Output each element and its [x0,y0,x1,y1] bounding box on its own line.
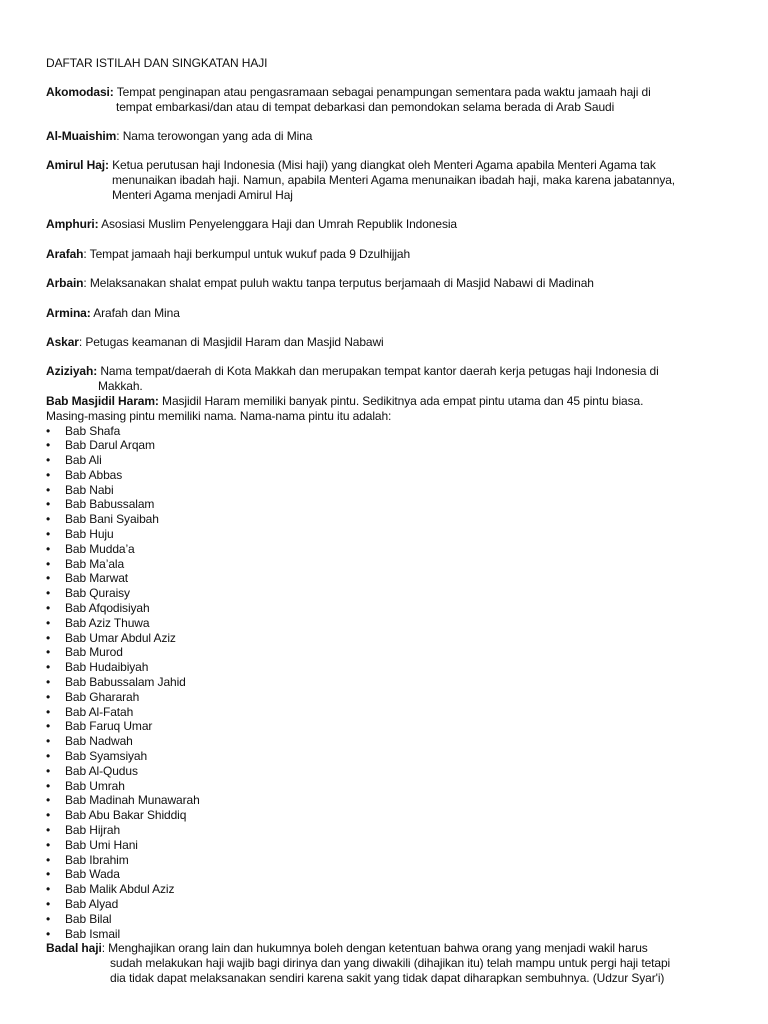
gate-name: Bab Ismail [65,926,121,941]
gate-list-item [46,897,726,912]
gate-name: Bab Bilal [65,911,112,926]
bullet-icon: • [46,467,51,482]
entry-first-line [46,306,726,321]
gate-name: Bab Syamsiyah [65,749,148,764]
glossary-entry [46,129,726,144]
bullet-icon: • [46,837,51,852]
gate-list-item [46,645,726,660]
bullet-icon: • [46,926,51,941]
glossary-term: Al-Muaishim [46,128,117,143]
entry-continuation-line: dia tidak dapat melaksanakan sendiri karena sakit yang tidak dapat diharapkan sembuhnya. (Udzur Syar'i) [110,970,665,985]
bullet-icon: • [46,882,51,897]
glossary-definition: Nama tempat/daerah di Kota Makkah dan merupakan tempat kantor daerah kerja petugas haji Indonesia di [100,364,659,379]
glossary-term: Amphuri: [46,217,99,232]
bullet-icon: • [46,541,51,556]
gate-list-item [46,734,726,749]
gate-name: Bab Al-Fatah [65,704,134,719]
bullet-icon: • [46,823,51,838]
gate-list-item [46,705,726,720]
entry-first-line [46,85,726,100]
bullet-icon: • [46,527,51,542]
gate-name: Bab Wada [65,867,120,882]
gate-list-item [46,512,726,527]
gate-name: Bab Umar Abdul Aziz [65,630,176,645]
bullet-icon: • [46,793,51,808]
gate-list-item [46,779,726,794]
bullet-icon: • [46,615,51,630]
gate-name: Bab Huju [65,527,114,542]
gate-name: Bab Nadwah [65,734,133,749]
gate-name: Bab Al-Qudus [65,763,138,778]
glossary-definition: Ketua perutusan haji Indonesia (Misi haji) yang diangkat oleh Menteri Agama apabila Menteri Agama tak [112,158,656,173]
glossary-entry [46,941,726,985]
gate-list-item [46,497,726,512]
glossary-term: Aziziyah: [46,364,98,379]
gate-name: Bab Umi Hani [65,837,138,852]
gate-name: Bab Hijrah [65,823,121,838]
gate-name: Bab Marwat [65,571,129,586]
gate-list-item [46,853,726,868]
entry-first-line [46,247,726,262]
gate-name: Bab Aziz Thuwa [65,615,150,630]
gate-list-item [46,793,726,808]
gate-name: Bab Ghararah [65,689,140,704]
glossary-term: Askar [46,334,79,349]
gate-list-item [46,616,726,631]
gate-name: Bab Abbas [65,467,123,482]
gate-list-item [46,438,726,453]
gate-list-item [46,660,726,675]
bullet-icon: • [46,423,51,438]
entry-first-line [46,394,726,409]
gate-name: Bab Abu Bakar Shiddiq [65,808,187,823]
entry-first-line [46,335,726,350]
gate-name: Bab Quraisy [65,586,130,601]
glossary-entry [46,247,726,262]
glossary-entry [46,158,726,202]
gate-list-item [46,527,726,542]
bullet-icon: • [46,689,51,704]
gate-name: Bab Umrah [65,778,125,793]
gate-list-item [46,882,726,897]
bullet-icon: • [46,749,51,764]
entry-continuation-line: tempat embarkasi/dan atau di tempat debarkasi dan pemondokan selama berada di Arab Saudi [116,99,615,114]
glossary-term: Bab Masjidil Haram: [46,393,159,408]
bullet-icon: • [46,704,51,719]
gate-list [46,424,726,942]
entry-first-line [46,217,726,232]
gate-name: Bab Mudda’a [65,541,135,556]
bullet-icon: • [46,630,51,645]
glossary-definition: : Menghajikan orang lain dan hukumnya boleh dengan ketentuan bahwa orang yang menjadi wakil harus [101,941,648,956]
entry-first-line [46,276,726,291]
bullet-icon: • [46,453,51,468]
entry-first-line [46,158,726,173]
bullet-icon: • [46,601,51,616]
gate-list-item [46,808,726,823]
gate-list-item [46,719,726,734]
gate-list-item [46,601,726,616]
gate-list-item [46,542,726,557]
gate-name: Bab Shafa [65,423,121,438]
document-page [46,56,726,1000]
glossary-entry [46,217,726,232]
glossary-definition: Asosiasi Muslim Penyelenggara Haji dan Umrah Republik Indonesia [101,217,457,232]
bullet-icon: • [46,660,51,675]
glossary-definition: : Melaksanakan shalat empat puluh waktu tanpa terputus berjamaah di Masjid Nabawi di Madinah [83,276,594,291]
document-title: DAFTAR ISTILAH DAN SINGKATAN HAJI [46,56,268,70]
gate-name: Bab Alyad [65,897,119,911]
gate-list-item [46,483,726,498]
entry-first-line [46,129,726,144]
gate-list-item [46,586,726,601]
bullet-icon: • [46,867,51,882]
gate-name: Bab Hudaibiyah [65,660,149,675]
gate-list-item [46,453,726,468]
glossary-entries [46,85,726,986]
glossary-term: Akomodasi: [46,84,114,99]
gate-name: Bab Ma’ala [65,556,125,571]
gate-list-item [46,838,726,853]
gate-name: Bab Darul Arqam [65,438,155,453]
bullet-icon: • [46,897,51,911]
gate-name: Bab Ali [65,453,102,468]
gate-name: Bab Bani Syaibah [65,512,159,527]
bullet-icon: • [46,719,51,734]
bullet-icon: • [46,852,51,867]
bullet-icon: • [46,911,51,926]
bullet-icon: • [46,482,51,497]
glossary-term: Amirul Haj: [46,158,109,173]
bullet-icon: • [46,734,51,749]
glossary-definition: Masjidil Haram memiliki banyak pintu. Sedikitnya ada empat pintu utama dan 45 pintu biasa. [162,393,644,408]
gate-list-item [46,867,726,882]
gate-list-item [46,424,726,439]
gate-name: Bab Madinah Munawarah [65,793,200,808]
glossary-definition: Tempat penginapan atau pengasramaan sebagai penampungan sementara pada waktu jamaah haji di [116,84,651,99]
gate-list-item [46,468,726,483]
bullet-icon: • [46,645,51,660]
gate-name: Bab Nabi [65,482,114,497]
gate-list-item [46,764,726,779]
entry-continuation-line: Makkah. [98,379,143,394]
gate-list-item [46,912,726,927]
glossary-entry [46,335,726,350]
bullet-icon: • [46,512,51,527]
gate-list-item [46,690,726,705]
entry-first-line [46,941,726,956]
gate-list-item [46,675,726,690]
gate-list-item [46,927,726,942]
glossary-entry [46,364,726,394]
bullet-icon: • [46,497,51,512]
glossary-definition: : Nama terowongan yang ada di Mina [116,128,313,143]
bullet-icon: • [46,675,51,690]
glossary-entry [46,306,726,321]
gate-list-item [46,631,726,646]
glossary-term: Badal haji [46,941,102,956]
entry-continuation-line: Menteri Agama menjadi Amirul Haj [112,187,293,202]
glossary-entry [46,276,726,291]
glossary-definition: : Tempat jamaah haji berkumpul untuk wukuf pada 9 Dzulhijjah [83,246,411,261]
glossary-term: Arafah [46,246,84,261]
entry-continuation-line: Masing-masing pintu memiliki nama. Nama-nama pintu itu adalah: [46,408,392,423]
glossary-entry [46,85,726,115]
gate-list-item [46,571,726,586]
gate-list-item [46,823,726,838]
entry-continuation-line: sudah melakukan haji wajib bagi dirinya dan yang diwakili (dihajikan itu) telah mampu untuk pergi haji tetapi [110,956,671,971]
bullet-icon: • [46,763,51,778]
glossary-term: Arbain [46,276,84,291]
gate-list-item [46,749,726,764]
gate-name: Bab Ibrahim [65,852,129,867]
glossary-term: Armina: [46,305,91,320]
glossary-entry [46,394,726,424]
gate-name: Bab Babussalam Jahid [65,675,186,690]
gate-list-item [46,557,726,572]
bullet-icon: • [46,778,51,793]
entry-continuation-line: menunaikan ibadah haji. Namun, apabila Menteri Agama menunaikan ibadah haji, maka karena jabatannya, [112,173,676,188]
bullet-icon: • [46,586,51,601]
bullet-icon: • [46,808,51,823]
gate-name: Bab Faruq Umar [65,719,153,734]
bullet-icon: • [46,438,51,453]
bullet-icon: • [46,571,51,586]
gate-name: Bab Babussalam [65,497,155,512]
gate-name: Bab Murod [65,645,123,660]
glossary-definition: : Petugas keamanan di Masjidil Haram dan Masjid Nabawi [78,334,384,349]
bullet-icon: • [46,556,51,571]
gate-name: Bab Afqodisiyah [65,601,150,616]
gate-name: Bab Malik Abdul Aziz [65,882,175,897]
entry-first-line [46,364,726,379]
glossary-definition: Arafah dan Mina [93,305,180,320]
